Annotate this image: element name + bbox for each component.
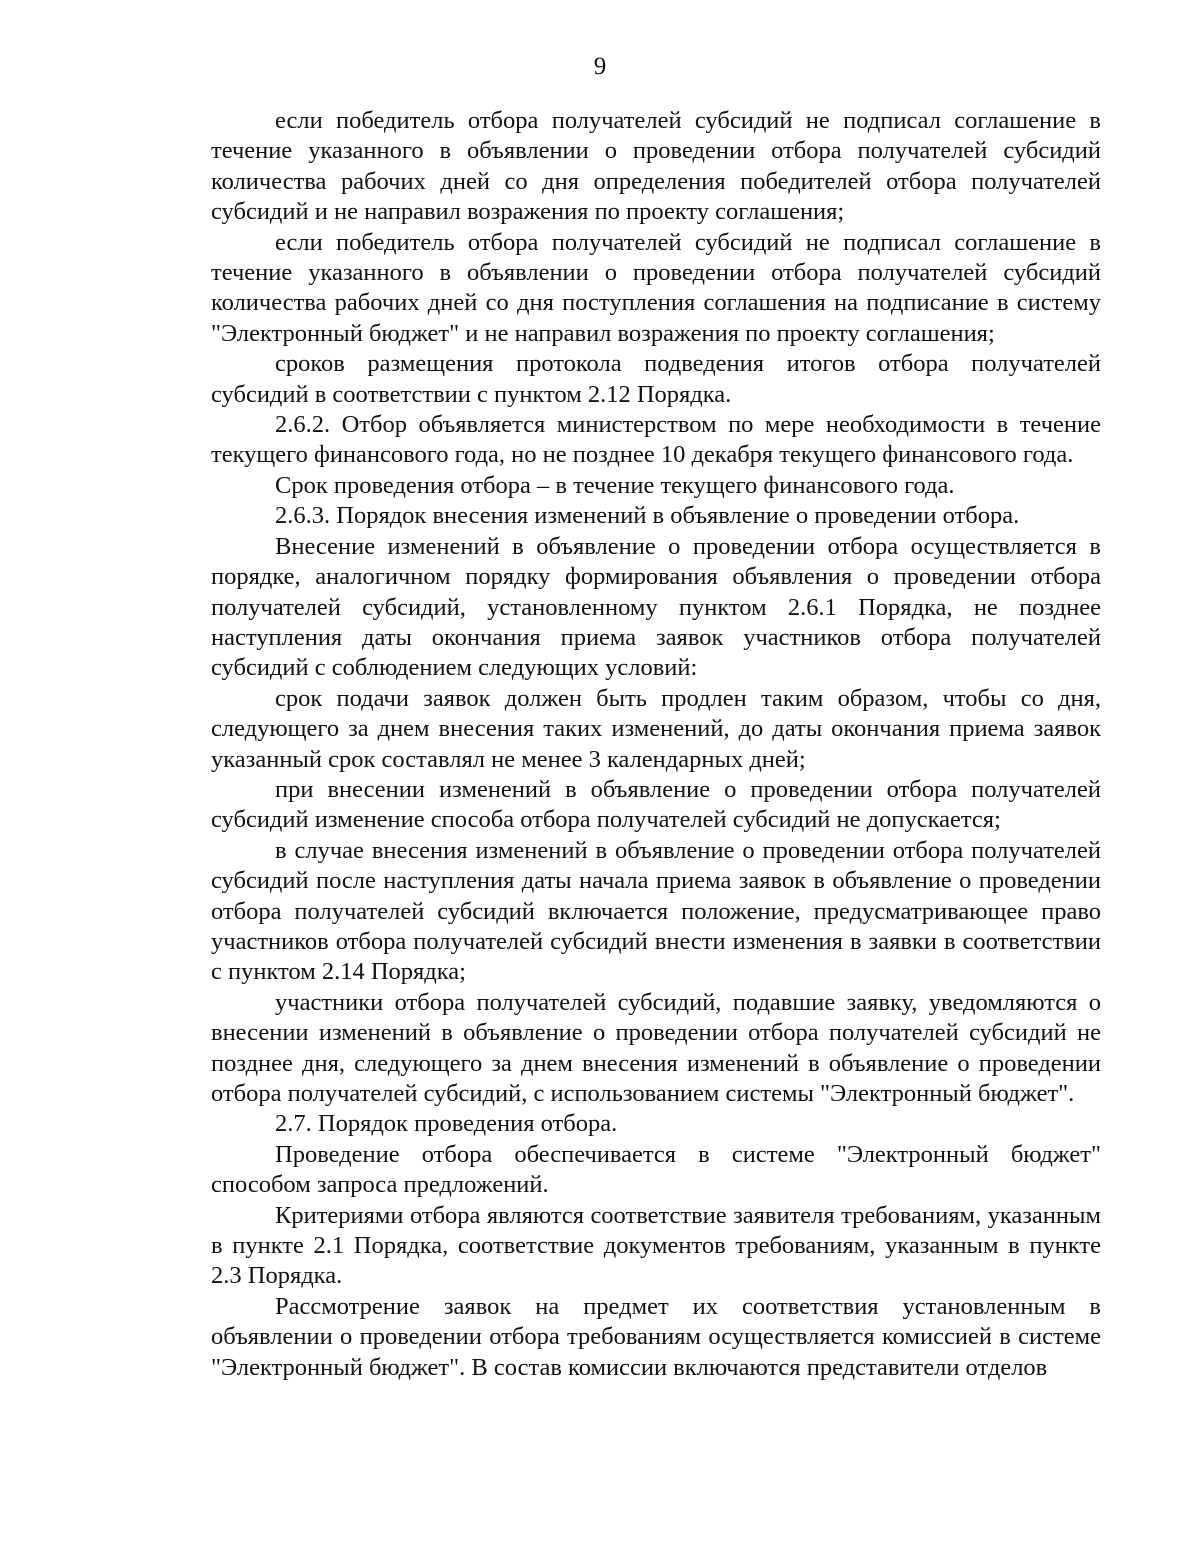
document-body	[211, 106, 1101, 1383]
paragraph-14: Критериями отбора являются соответствие заявителя требованиям, указанным в пункте 2.1 Порядка, соответствие документов требованиям, указанным в пункте 2.3 Порядка.	[211, 1201, 1101, 1290]
paragraph-7: Внесение изменений в объявление о проведении отбора осуществляется в порядке, аналогичном порядку формирования объявления о проведении отбора получателей субсидий, установленному пунктом 2.6.1 Порядка, не позднее наступления даты окончания приема заявок участников отбора получателей субсидий с соблюдением следующих условий:	[211, 532, 1101, 682]
paragraph-9: при внесении изменений в объявление о проведении отбора получателей субсидий изменение способа отбора получателей субсидий не допускается;	[211, 775, 1101, 834]
page-number: 9	[593, 53, 607, 80]
paragraph-4: 2.6.2. Отбор объявляется министерством по мере необходимости в течение текущего финансового года, но не позднее 10 декабря текущего финансового года.	[211, 411, 1101, 469]
paragraph-2: если победитель отбора получателей субсидий не подписал соглашение в течение указанного в объявлении о проведении отбора получателей субсидий количества рабочих дней со дня поступления соглашения на подписание в систему "Электронный бюджет" и не направил возражения по проекту соглашения;	[211, 228, 1101, 347]
paragraph-11: участники отбора получателей субсидий, подавшие заявку, уведомляются о внесении изменений в объявление о проведении отбора получателей субсидий не позднее дня, следующего за днем внесения изменений в объявление о проведении отбора получателей субсидий, с использованием системы "Электронный бюджет".	[211, 988, 1101, 1107]
paragraph-8: срок подачи заявок должен быть продлен таким образом, чтобы со дня, следующего за днем внесения таких изменений, до даты окончания приема заявок указанный срок составлял не менее 3 календарных дней;	[211, 684, 1101, 773]
paragraph-10: в случае внесения изменений в объявление о проведении отбора получателей субсидий после наступления даты начала приема заявок в объявление о проведении отбора получателей субсидий включается положение, предусматривающее право участников отбора получателей субсидий внести изменения в заявки в соответствии с пунктом 2.14 Порядка;	[211, 836, 1101, 986]
paragraph-12: 2.7. Порядок проведения отбора.	[275, 1110, 618, 1138]
paragraph-5: Срок проведения отбора – в течение текущего финансового года.	[275, 471, 955, 499]
paragraph-1: если победитель отбора получателей субсидий не подписал соглашение в течение указанного в объявлении о проведении отбора получателей субсидий количества рабочих дней со дня определения победителей отбора получателей субсидий и не направил возражения по проекту соглашения;	[211, 107, 1101, 226]
paragraph-13: Проведение отбора обеспечивается в системе "Электронный бюджет" способом запроса предложений.	[211, 1140, 1101, 1199]
paragraph-6: 2.6.3. Порядок внесения изменений в объявление о проведении отбора.	[275, 502, 1020, 530]
paragraph-15: Рассмотрение заявок на предмет их соответствия установленным в объявлении о проведении отбора требованиям осуществляется комиссией в системе "Электронный бюджет". В состав комиссии включаются представители отделов	[211, 1292, 1101, 1381]
paragraph-3: сроков размещения протокола подведения итогов отбора получателей субсидий в соответствии с пунктом 2.12 Порядка.	[211, 350, 1101, 408]
